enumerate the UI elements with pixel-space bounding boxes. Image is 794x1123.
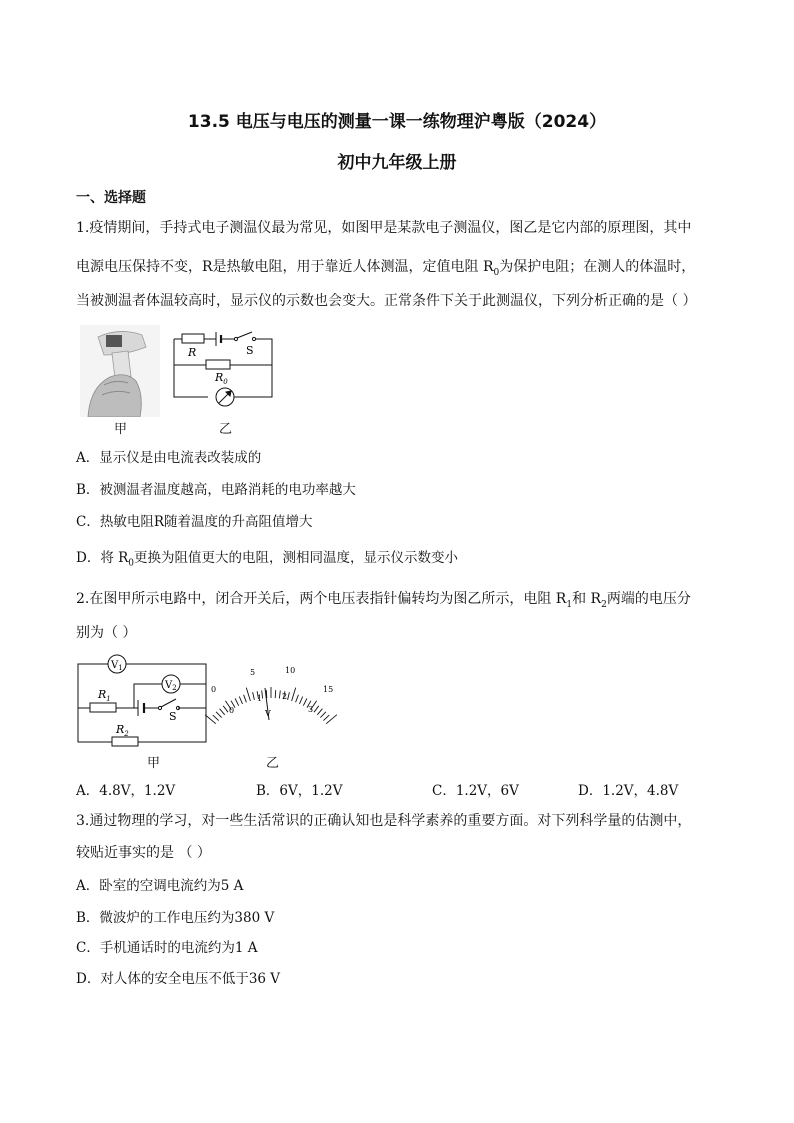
q2-circuit-label-r1: $R_1$ bbox=[98, 688, 111, 703]
meter-tick bbox=[220, 709, 225, 715]
q3-stem-line2: 较贴近事实的是 （ ） bbox=[76, 845, 211, 861]
q1-circuit-label-r: R bbox=[188, 346, 197, 359]
q2-option-d[interactable]: D．1.2V，4.8V bbox=[578, 783, 679, 799]
q2-stem-line1-part1: 2.在图甲所示电路中，闭合开关后，两个电压表指针偏转均为图乙所示，电阻 R bbox=[76, 591, 567, 607]
q2-voltmeter-v2-label: $V_2$ bbox=[165, 680, 177, 692]
q1-figure-a-caption: 甲 bbox=[114, 422, 128, 437]
q2-circuit-diagram bbox=[76, 650, 216, 750]
meter-tick bbox=[279, 691, 280, 699]
q2-stem-line1 bbox=[76, 588, 691, 610]
meter-bottom-label-1: 1 bbox=[257, 694, 263, 703]
q2-figure-b-caption: 乙 bbox=[266, 756, 280, 771]
meter-bottom-label-3: 3 bbox=[308, 705, 314, 714]
meter-tick bbox=[235, 699, 239, 706]
meter-tick bbox=[246, 688, 250, 701]
meter-tick bbox=[288, 692, 290, 700]
q1-figure-b-caption: 乙 bbox=[219, 422, 233, 437]
q1-option-d-part2: 更换为阻值更大的电阻，测相同温度，显示仪示数变小 bbox=[134, 550, 459, 566]
q1-stem-line1: 1.疫情期间，手持式电子测温仪最为常见，如图甲是某款电子测温仪，图乙是它内部的原理图，其中 bbox=[76, 220, 692, 236]
q3-option-d[interactable]: D．对人体的安全电压不低于36 V bbox=[76, 971, 281, 987]
q1-option-d-part1: D．将 R bbox=[76, 550, 129, 566]
meter-top-label-0: 0 bbox=[211, 685, 217, 694]
q2-stem-line1-part2: 和 R bbox=[572, 591, 602, 607]
meter-tick bbox=[213, 715, 219, 721]
document-title: 13.5 电压与电压的测量一课一练物理沪粤版（2024） bbox=[187, 112, 607, 132]
q2-stem-sub1: 1 bbox=[566, 599, 573, 610]
meter-tick bbox=[223, 706, 228, 712]
q1-circuit-diagram bbox=[168, 325, 278, 410]
q2-voltmeter-dial bbox=[205, 660, 345, 735]
q1-option-a[interactable]: A．显示仪是由电流表改装成的 bbox=[76, 450, 262, 466]
q2-option-c[interactable]: C．1.2V，6V bbox=[432, 783, 519, 799]
q2-option-a[interactable]: A．4.8V，1.2V bbox=[76, 783, 176, 799]
q1-option-c[interactable]: C．热敏电阻R随着温度的升高阻值增大 bbox=[76, 514, 313, 530]
meter-tick bbox=[320, 712, 326, 718]
meter-tick bbox=[253, 692, 255, 700]
meter-tick bbox=[239, 697, 242, 704]
q2-circuit-label-s: S bbox=[169, 710, 177, 723]
q1-circuit-label-r0: $R_0$ bbox=[215, 371, 228, 386]
q1-circuit-label-s: S bbox=[246, 344, 254, 357]
meter-bottom-label-2: 2 bbox=[282, 692, 288, 701]
meter-top-label-10: 10 bbox=[285, 666, 296, 675]
q3-stem-line1: 3.通过物理的学习，对一些生活常识的正确认知也是科学素养的重要方面。对下列科学量的估测中， bbox=[76, 813, 692, 829]
meter-tick bbox=[244, 695, 247, 703]
q2-stem-line1-part3: 两端的电压分 bbox=[606, 591, 691, 607]
q2-figure-a-caption: 甲 bbox=[147, 756, 161, 771]
q2-stem-line2: 别为（ ） bbox=[76, 625, 137, 641]
q1-stem-line3: 当被测温者体温较高时，显示仪的示数也会变大。正常条件下关于此测温仪，下列分析正确的是（ ） bbox=[76, 293, 697, 309]
meter-bottom-label-0: 0 bbox=[229, 706, 235, 715]
q3-option-a[interactable]: A．卧室的空调电流约为5 A bbox=[76, 878, 244, 894]
q1-option-b[interactable]: B．被测温者温度越高，电路消耗的电功率越大 bbox=[76, 482, 356, 498]
q1-option-d-sub: 0 bbox=[128, 558, 135, 569]
q2-stem-sub2: 2 bbox=[601, 599, 607, 610]
document-subtitle: 初中九年级上册 bbox=[337, 153, 457, 173]
q1-option-d[interactable] bbox=[76, 546, 458, 569]
meter-tick bbox=[275, 690, 276, 698]
section-heading: 一、选择题 bbox=[76, 190, 146, 206]
meter-top-label-15: 15 bbox=[323, 685, 334, 694]
meter-tick bbox=[317, 709, 322, 715]
q3-option-b[interactable]: B．微波炉的工作电压约为380 V bbox=[76, 910, 275, 926]
meter-tick bbox=[300, 697, 303, 704]
q2-circuit-label-r2: $R_2$ bbox=[116, 723, 129, 738]
meter-tick bbox=[323, 715, 329, 721]
meter-unit-label: V bbox=[265, 709, 271, 718]
meter-tick bbox=[303, 699, 307, 706]
thermometer-photo bbox=[80, 325, 160, 417]
meter-top-label-5: 5 bbox=[250, 668, 256, 677]
meter-tick bbox=[292, 688, 296, 701]
meter-tick bbox=[314, 706, 319, 712]
q1-stem-line2 bbox=[76, 256, 695, 278]
meter-tick bbox=[216, 712, 222, 718]
q1-stem-line2-part1: 电源电压保持不变，R是热敏电阻，用于靠近人体测温，定值电阻 R bbox=[76, 259, 494, 275]
q2-voltmeter-v1-label: $V_1$ bbox=[111, 660, 123, 672]
q3-option-c[interactable]: C．手机通话时的电流约为1 A bbox=[76, 940, 258, 956]
q1-stem-line2-part2: 为保护电阻；在测人的体温时， bbox=[499, 259, 696, 275]
q1-stem-line2-sub: 0 bbox=[493, 267, 500, 278]
meter-tick bbox=[296, 695, 299, 703]
q2-option-b[interactable]: B．6V，1.2V bbox=[256, 783, 343, 799]
